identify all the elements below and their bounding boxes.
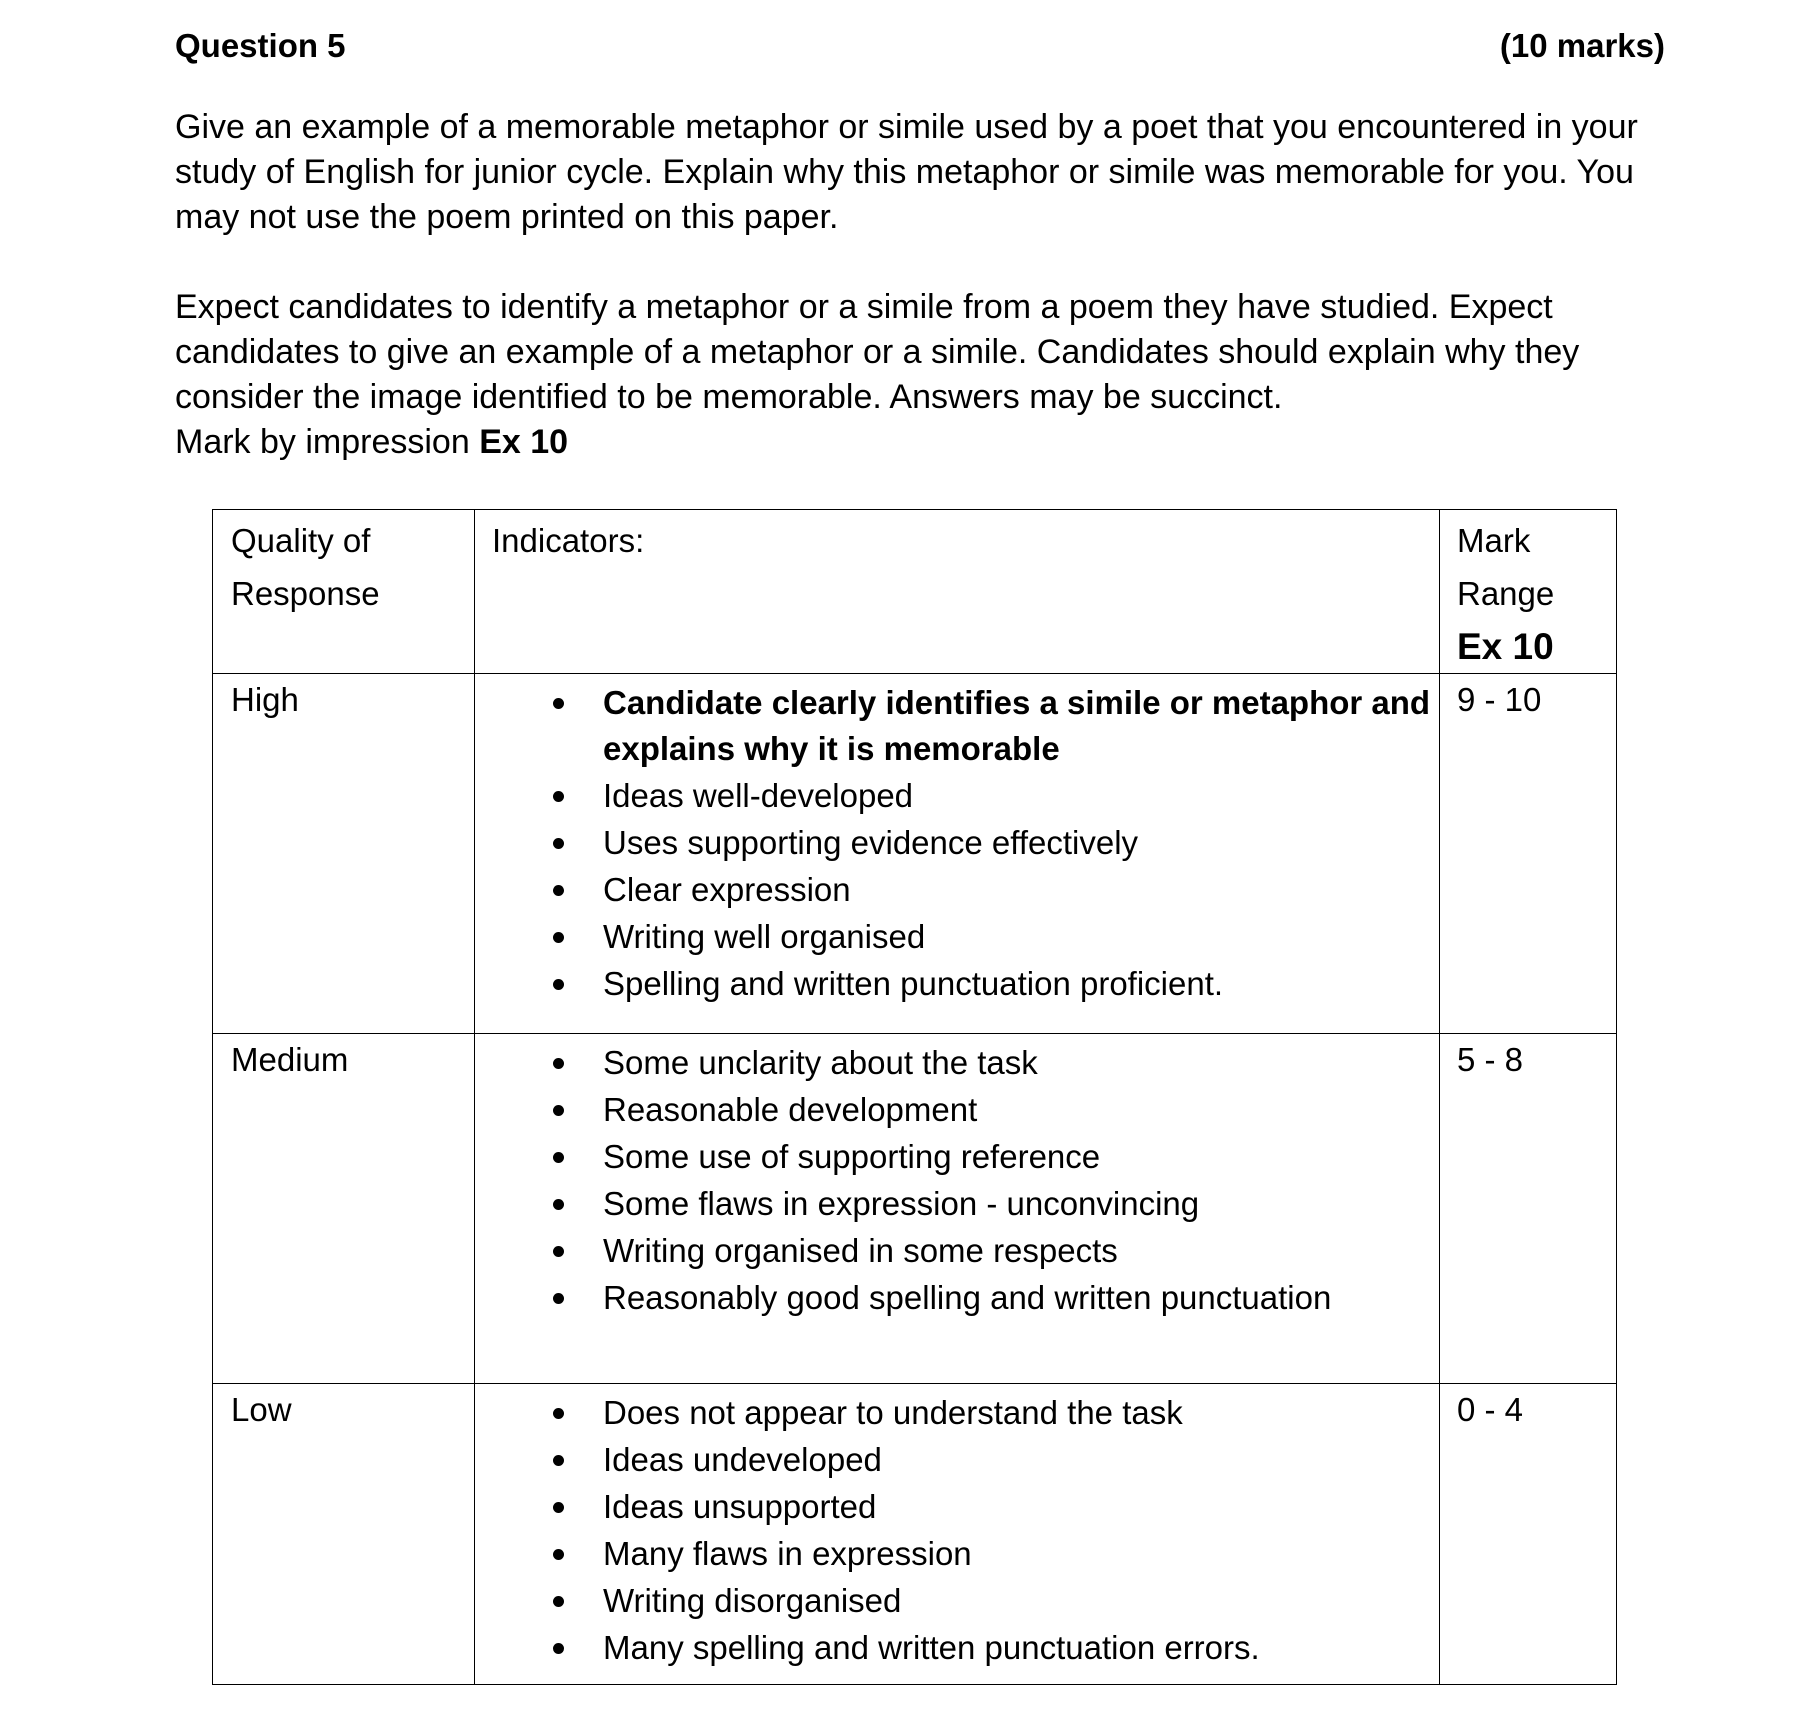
indicator-item: Ideas undeveloped — [475, 1437, 1439, 1483]
bullet-icon — [553, 1199, 564, 1210]
header-indicators: Indicators: — [475, 510, 1440, 674]
mark-range-cell: 5 - 8 — [1440, 1034, 1617, 1384]
indicator-item: Does not appear to understand the task — [475, 1390, 1439, 1436]
bullet-icon — [553, 1293, 564, 1304]
bullet-icon — [553, 791, 564, 802]
quality-cell: High — [213, 674, 475, 1034]
bullet-icon — [553, 1408, 564, 1419]
bullet-icon — [553, 932, 564, 943]
table-header-row — [213, 510, 1617, 674]
bullet-icon — [553, 1549, 564, 1560]
indicator-item: Some unclarity about the task — [475, 1040, 1439, 1086]
indicator-item: Clear expression — [475, 867, 1439, 913]
mark-range-cell: 0 - 4 — [1440, 1384, 1617, 1685]
indicator-item: Spelling and written punctuation proficient. — [475, 961, 1439, 1007]
indicator-item: Uses supporting evidence effectively — [475, 820, 1439, 866]
indicator-item: Writing organised in some respects — [475, 1228, 1439, 1274]
indicator-item: Writing disorganised — [475, 1578, 1439, 1624]
header-mark-range: Mark Range Ex 10 — [1440, 510, 1617, 674]
bullet-icon — [553, 1596, 564, 1607]
bullet-icon — [553, 979, 564, 990]
bullet-icon — [553, 1643, 564, 1654]
indicator-item: Reasonable development — [475, 1087, 1439, 1133]
indicator-item: Many flaws in expression — [475, 1531, 1439, 1577]
bullet-icon — [553, 1152, 564, 1163]
bullet-icon — [553, 1105, 564, 1116]
indicators-cell — [475, 674, 1440, 1034]
question-marks: (10 marks) — [1499, 27, 1665, 64]
table-row-low — [213, 1384, 1617, 1685]
indicator-item: Reasonably good spelling and written punctuation — [475, 1275, 1439, 1321]
indicator-item: Some flaws in expression - unconvincing — [475, 1181, 1439, 1227]
indicator-item: Candidate clearly identifies a simile or metaphor and explains why it is memorable — [475, 680, 1439, 772]
table-row-medium — [213, 1034, 1617, 1384]
marking-expectation: Expect candidates to identify a metaphor or a simile from a poem they have studied. Expect candidates to give an example of a metaphor or a simile. Candidates should explain why they consider the image identified to be memorable. Answers may be succinct. — [175, 288, 1580, 416]
indicator-item: Ideas unsupported — [475, 1484, 1439, 1530]
bullet-icon — [553, 1502, 564, 1513]
mark-range-cell: 9 - 10 — [1440, 674, 1617, 1034]
indicators-cell — [475, 1034, 1440, 1384]
question-title: Question 5 — [175, 27, 346, 64]
mark-by-impression — [175, 420, 568, 465]
mark-by-value: Ex 10 — [479, 423, 569, 461]
quality-cell: Low — [213, 1384, 475, 1685]
indicator-item: Ideas well-developed — [475, 773, 1439, 819]
indicators-cell — [475, 1384, 1440, 1685]
indicator-item: Many spelling and written punctuation errors. — [475, 1625, 1439, 1671]
question-header — [175, 24, 1665, 68]
bullet-icon — [553, 698, 564, 709]
bullet-icon — [553, 1246, 564, 1257]
indicator-item: Some use of supporting reference — [475, 1134, 1439, 1180]
bullet-icon — [553, 1058, 564, 1069]
table-row-high — [213, 674, 1617, 1034]
marking-rubric-table — [212, 509, 1617, 1685]
question-prompt: Give an example of a memorable metaphor or simile used by a poet that you encountered in your study of English for junior cycle. Explain why this metaphor or simile was memorable for you. You may not use the poem printed on this paper. — [175, 108, 1638, 236]
header-quality-of-response: Quality of Response — [213, 510, 475, 674]
quality-cell: Medium — [213, 1034, 475, 1384]
indicator-item: Writing well organised — [475, 914, 1439, 960]
bullet-icon — [553, 885, 564, 896]
mark-by-prefix: Mark by impression — [175, 423, 480, 461]
bullet-icon — [553, 838, 564, 849]
bullet-icon — [553, 1455, 564, 1466]
